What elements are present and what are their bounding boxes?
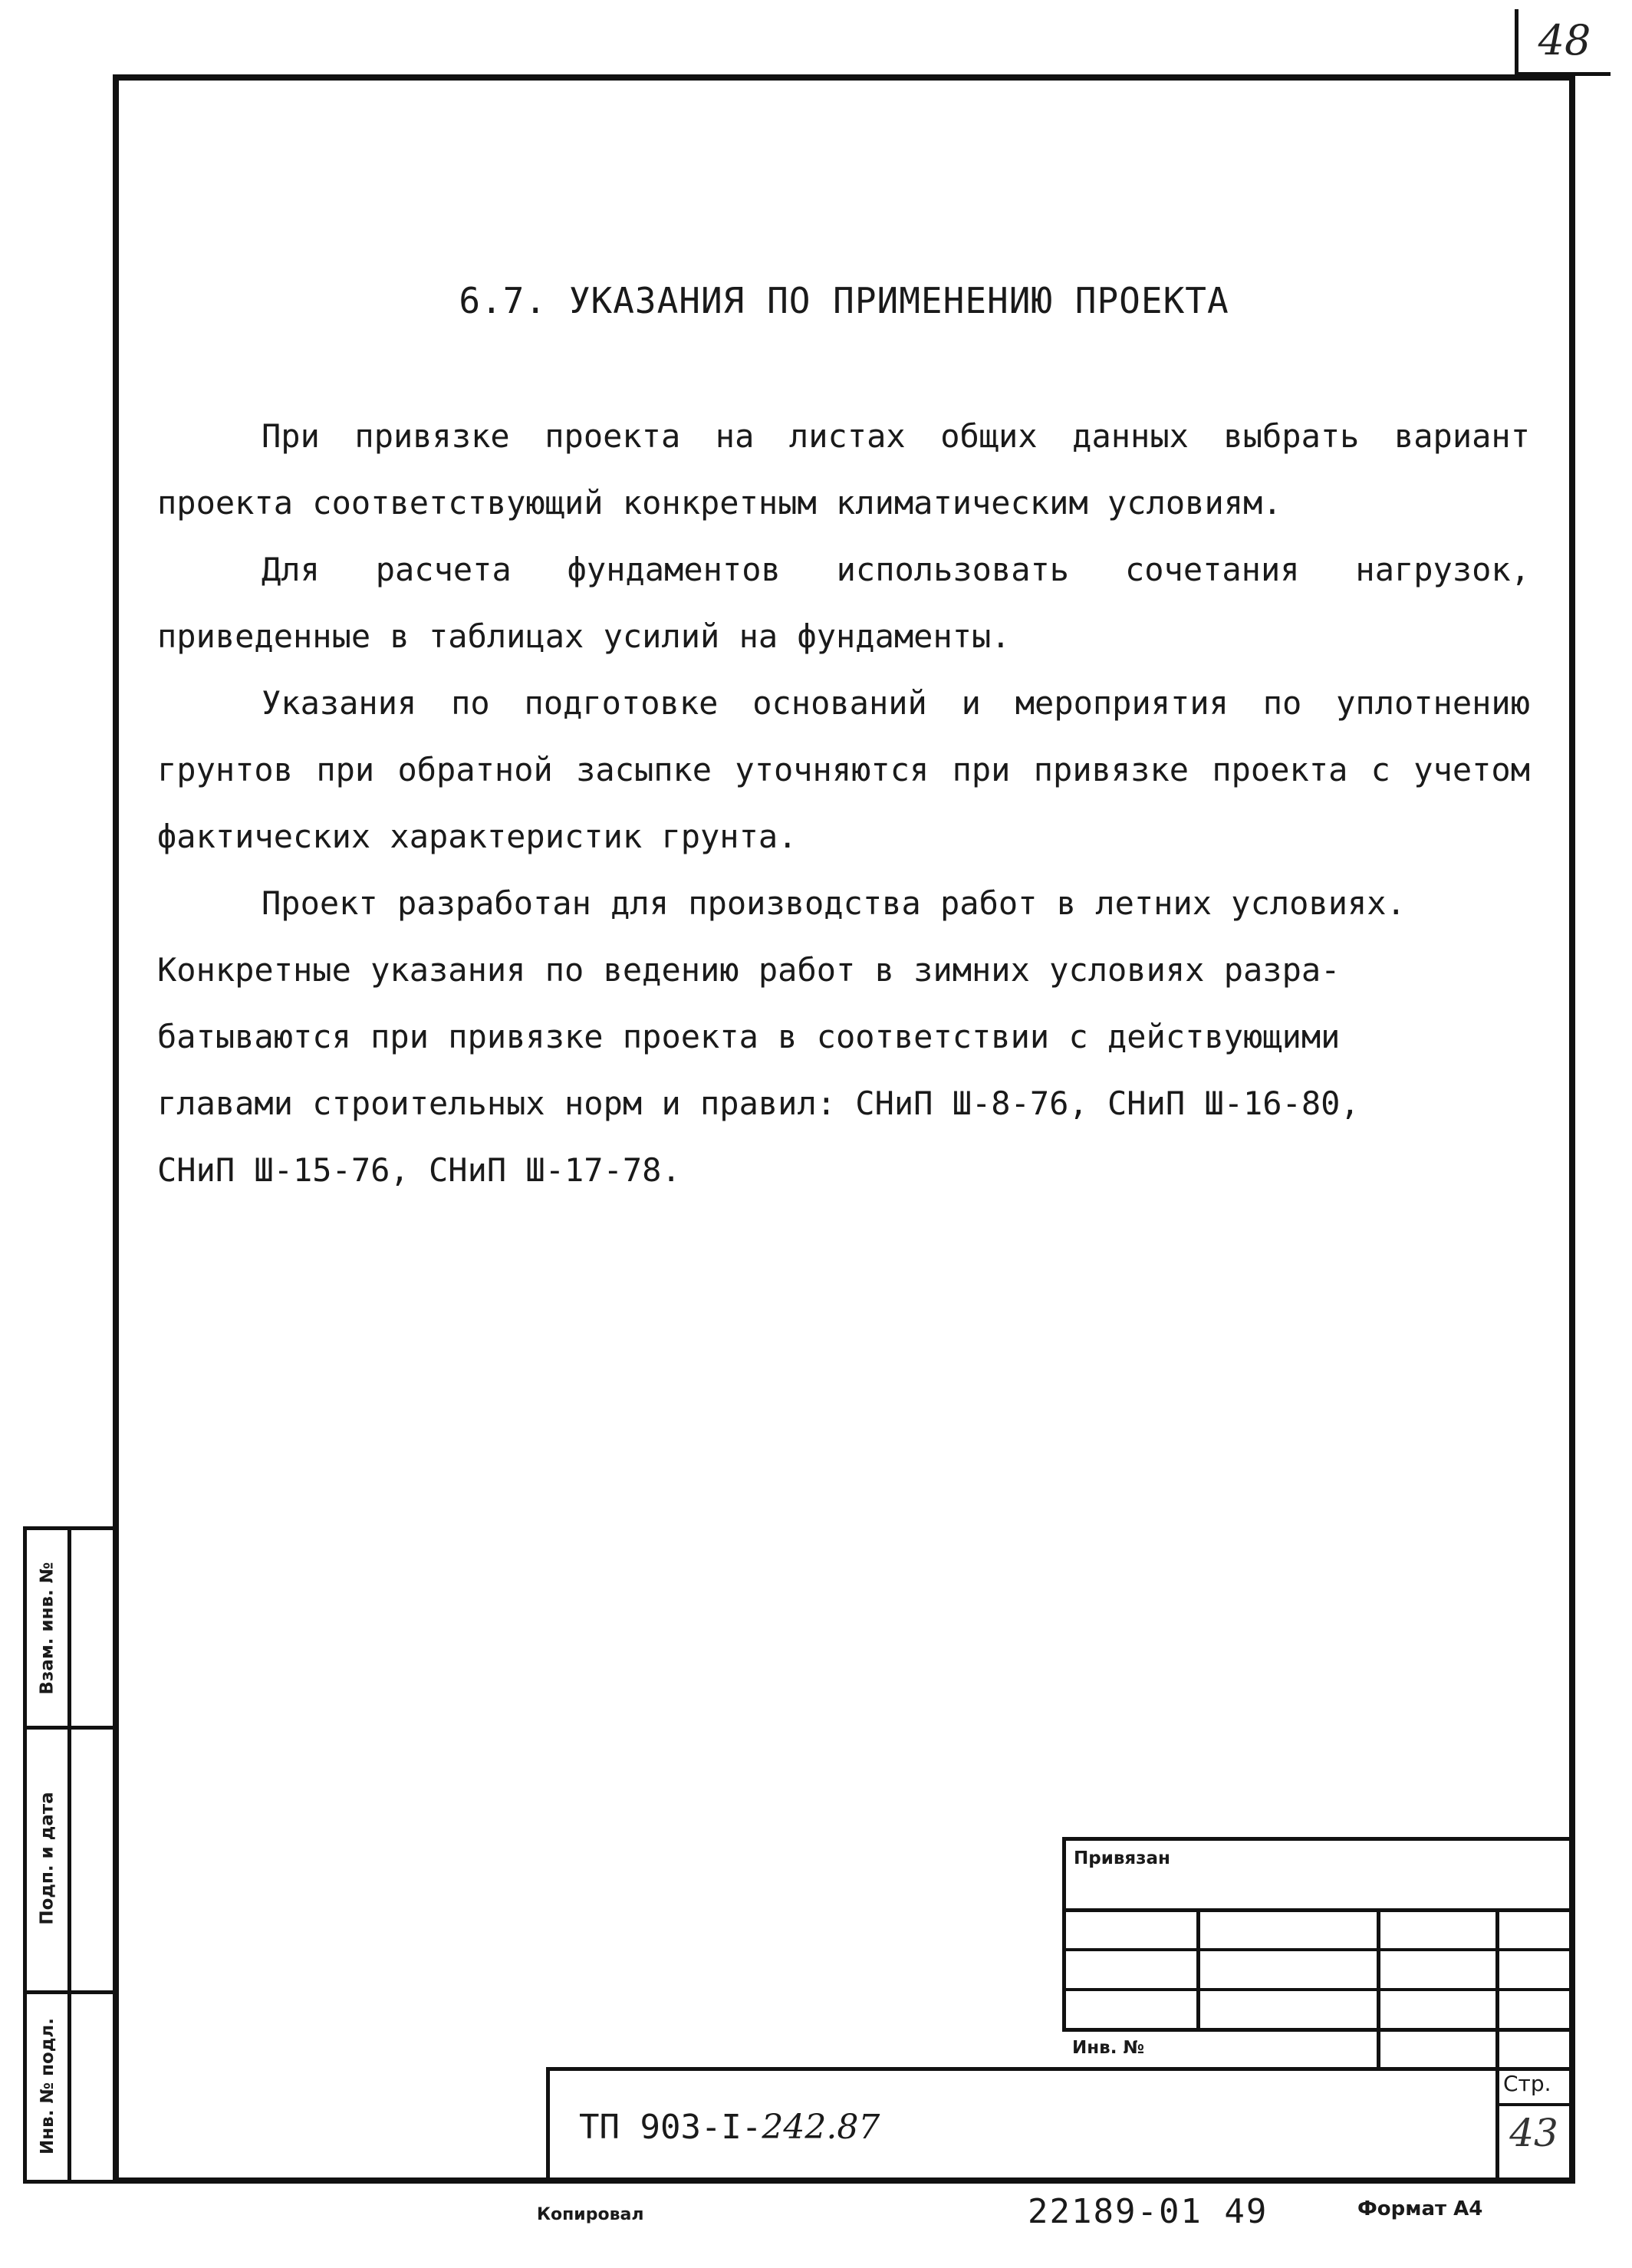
grid-col-line [1377,1908,1380,2069]
side-stamp [23,1526,113,2184]
side-stamp-replace-inv: Взам. инв. № [37,1562,58,1694]
copied-label: Копировал [537,2205,644,2224]
format-label: Формат А4 [1357,2197,1483,2220]
paragraph-5-line-4: СНиП Ш-15-76, СНиП Ш-17-78. [157,1151,681,1189]
page-label: Стр. [1503,2071,1551,2096]
paragraph-2: Для расчета фундаментов использовать сочетания нагрузок, приведенные в таблицах усилий на фундаменты. [157,551,1530,655]
side-stamp-orig-inv: Инв. № подл. [37,2018,58,2154]
paragraph-5 [157,936,1530,1203]
privyazan-label: Привязан [1074,1848,1170,1868]
side-stamp-divider [67,1530,71,2180]
paragraph-5-line-2: батываются при привязке проекта в соответствии с действующими [157,1018,1341,1055]
paragraph-1: При привязке проекта на листах общих данных выбрать вариант проекта соответствующий конкретным климатическим условиям. [157,417,1530,522]
grid-col-line [1196,1908,1200,2028]
project-code [579,2108,880,2147]
doc-number: 22189-01 49 [1028,2192,1268,2231]
project-code-printed: ТП 903-I- [579,2108,762,2147]
paragraph-3: Указания по подготовке оснований и мероприятия по уплотнению грунтов при обратной засыпке уточняются при привязке проекта с учетом фактических характеристик грунта. [157,684,1530,855]
section-title: 6.7. УКАЗАНИЯ ПО ПРИМЕНЕНИЮ ПРОЕКТА [459,280,1229,321]
paragraph-5-line-1: Конкретные указания по ведению работ в зимних условиях разра- [157,951,1341,989]
side-stamp-sign-date: Подп. и дата [37,1791,58,1925]
inv-label: Инв. № [1072,2038,1145,2058]
page-row-line [1495,2103,1574,2106]
paragraph-4: Проект разработан для производства работ в летних условиях. [262,884,1406,922]
page-number: 43 [1509,2111,1558,2155]
grid-col-line [1495,1908,1499,2069]
corner-sheet-number: 48 [1515,9,1611,76]
paragraph-5-line-3: главами строительных норм и правил: СНиП Ш-8-76, СНиП Ш-16-80, [157,1085,1360,1122]
body-text [157,403,1530,1203]
project-code-handwritten: 242.87 [762,2108,880,2147]
